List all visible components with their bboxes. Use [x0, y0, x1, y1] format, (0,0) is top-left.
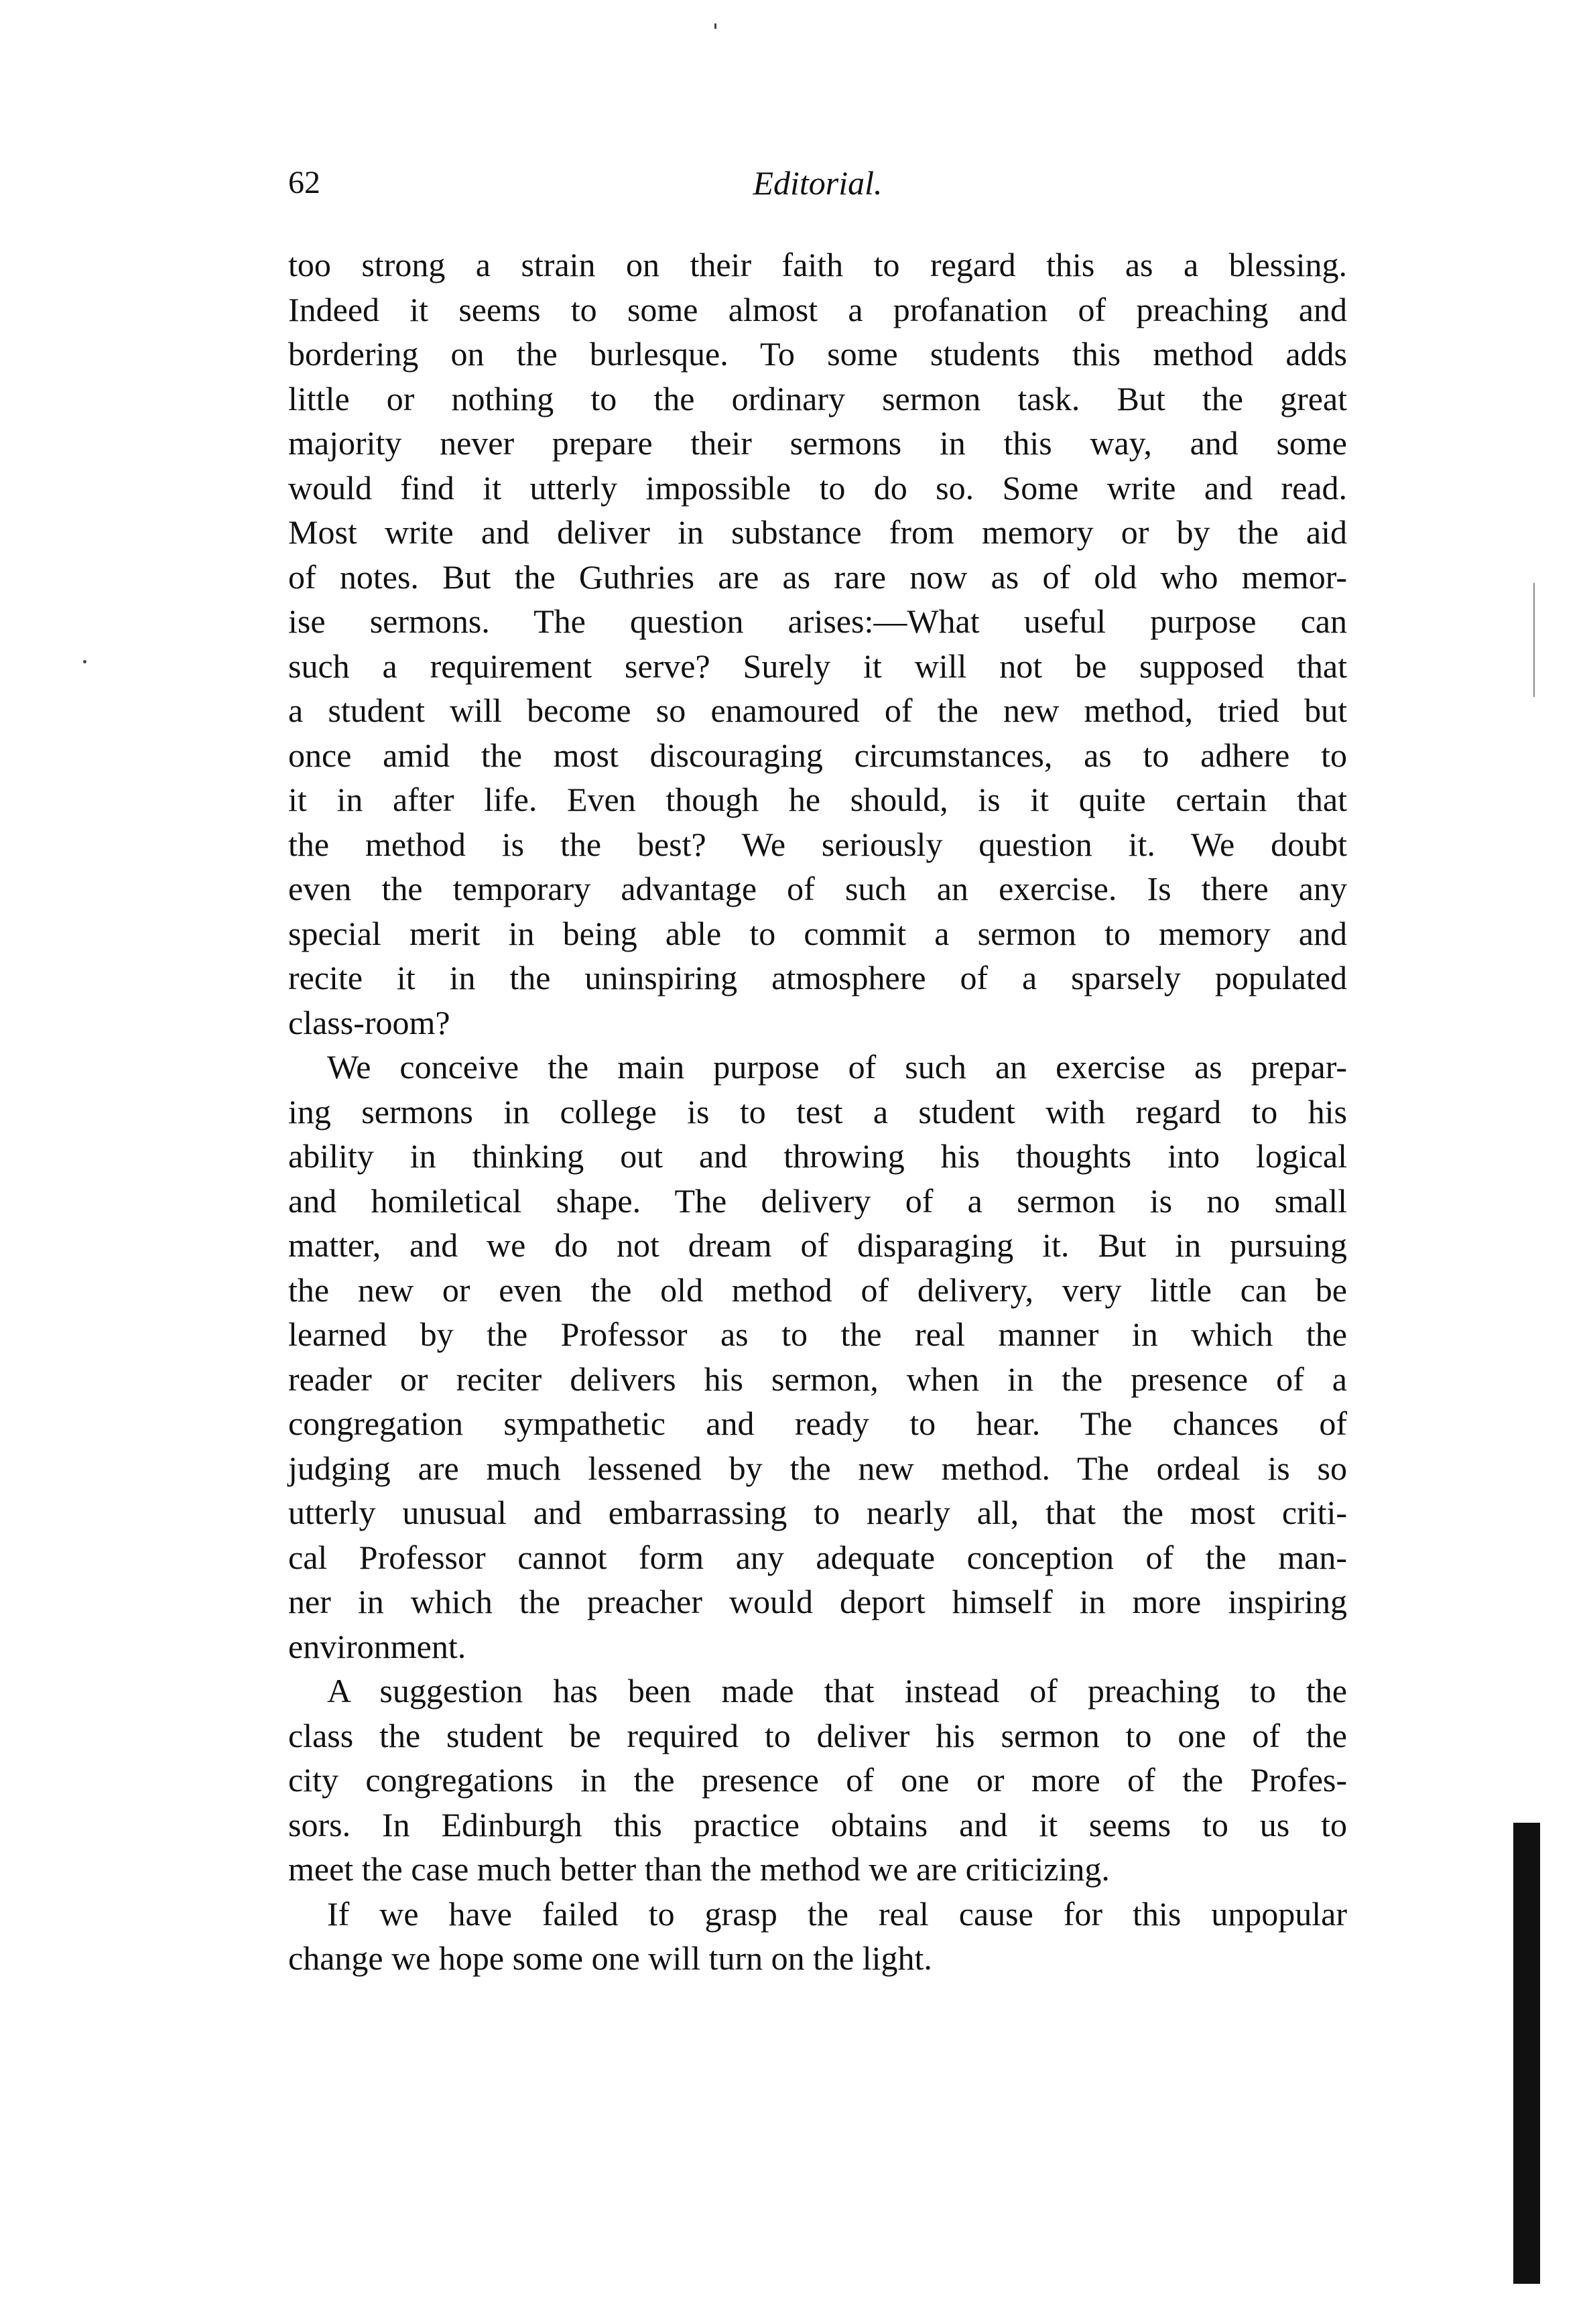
text-line: majority never prepare their sermons in this way, and some	[288, 424, 1347, 462]
text-line: recite it in the uninspiring atmosphere of a sparsely populated	[288, 959, 1347, 996]
text-line: city congregations in the presence of one or more of the Profes-	[288, 1761, 1347, 1799]
text-line: of notes. But the Guthries are as rare now as of old who memor-	[288, 558, 1347, 596]
text-line: ing sermons in college is to test a student with regard to his	[288, 1092, 1347, 1131]
text-line: and homiletical shape. The delivery of a sermon is no small	[288, 1181, 1347, 1220]
text-line: special merit in being able to commit a sermon to memory and	[288, 914, 1347, 952]
text-line: the method is the best? We seriously question it. We doubt	[288, 825, 1347, 863]
text-line: sors. In Edinburgh this practice obtains and it seems to us to	[288, 1805, 1347, 1844]
body-text	[288, 243, 1347, 1981]
text-line: a student will become so enamoured of the new method, tried but	[288, 692, 1347, 729]
text-line: the new or even the old method of delivery, very little can be	[288, 1271, 1347, 1309]
text-line: ise sermons. The question arises:—What useful purpose can	[288, 602, 1347, 640]
text-line: Indeed it seems to some almost a profanation of preaching and	[288, 290, 1347, 328]
scan-speck	[83, 660, 86, 663]
text-line: A suggestion has been made that instead of preaching to the	[327, 1672, 1347, 1709]
text-line: judging are much lessened by the new method. The ordeal is so	[288, 1449, 1347, 1487]
text-line: bordering on the burlesque. To some students this method adds	[288, 335, 1347, 373]
text-line: it in after life. Even though he should, is it quite certain that	[288, 781, 1347, 818]
text-line: too strong a strain on their faith to regard this as a blessing.	[288, 246, 1347, 283]
text-line: ner in which the preacher would deport himself in more inspiring	[288, 1583, 1347, 1620]
text-line: even the temporary advantage of such an exercise. Is there any	[288, 870, 1347, 907]
scan-edge-bar	[1513, 1823, 1540, 2284]
text-line: such a requirement serve? Surely it will not be supposed that	[288, 647, 1347, 685]
text-line: Most write and deliver in substance from memory or by the aid	[288, 513, 1347, 551]
text-line: little or nothing to the ordinary sermon task. But the great	[288, 379, 1347, 417]
text-line: We conceive the main purpose of such an exercise as prepar-	[327, 1048, 1347, 1086]
text-line: matter, and we do not dream of disparaging it. But in pursuing	[288, 1226, 1347, 1264]
text-line: once amid the most discouraging circumstances, as to adhere to	[288, 736, 1347, 774]
text-line: cal Professor cannot form any adequate conception of the man-	[288, 1538, 1347, 1576]
scan-margin-line	[1533, 583, 1535, 697]
text-line: change we hope some one will turn on the light.	[288, 1939, 932, 1977]
text-line: learned by the Professor as to the real manner in which the	[288, 1315, 1347, 1353]
text-line: ability in thinking out and throwing his thoughts into logical	[288, 1137, 1347, 1175]
text-line: If we have failed to grasp the real cause for this unpopular	[327, 1894, 1347, 1933]
text-line: meet the case much better than the method we are criticizing.	[288, 1850, 1110, 1888]
text-line: class-room?	[288, 1003, 450, 1041]
text-line: class the student be required to deliver his sermon to one of the	[288, 1716, 1347, 1754]
scan-speck	[714, 23, 716, 29]
running-head: Editorial.	[753, 164, 883, 202]
text-line: environment.	[288, 1627, 466, 1665]
text-line: utterly unusual and embarrassing to nearly all, that the most criti-	[288, 1494, 1347, 1531]
page-number: 62	[288, 165, 320, 200]
text-line: reader or reciter delivers his sermon, when in the presence of a	[288, 1360, 1347, 1398]
text-line: congregation sympathetic and ready to hear. The chances of	[288, 1405, 1347, 1442]
text-line: would find it utterly impossible to do so. Some write and read.	[288, 468, 1347, 507]
page-header	[288, 163, 1347, 210]
